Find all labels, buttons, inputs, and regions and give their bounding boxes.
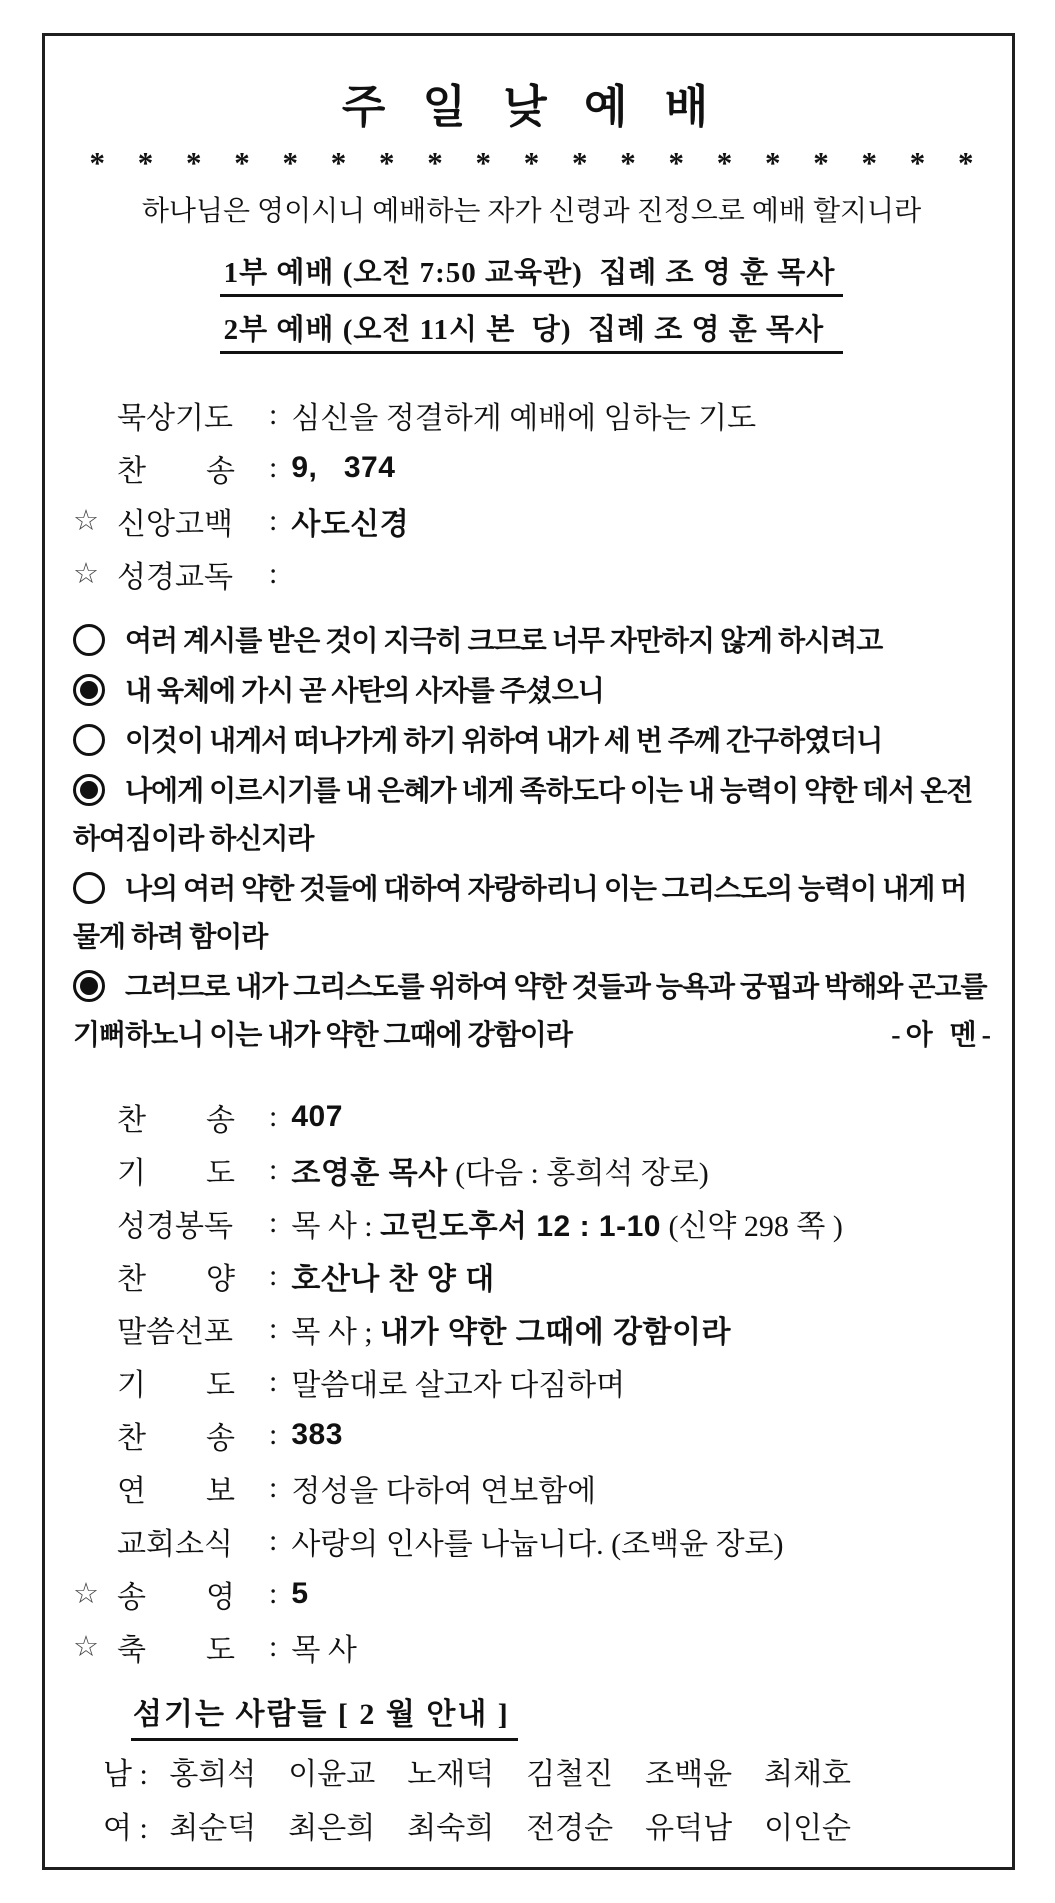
- row-value: [291, 1360, 625, 1404]
- row-colon: :: [269, 1576, 278, 1610]
- row-value-bold: 사도신경: [291, 507, 410, 541]
- server-name: 전경순: [526, 1812, 614, 1845]
- row-value: [291, 393, 756, 437]
- order-row: [73, 1143, 990, 1196]
- server-name: 노재덕: [407, 1758, 495, 1791]
- row-value-text: (신약 298 쪽 ): [660, 1209, 843, 1243]
- page-title: 주 일 낮 예 배: [341, 82, 722, 132]
- order-row: [73, 1620, 990, 1673]
- order-row: [73, 547, 990, 600]
- row-value: [291, 1148, 708, 1192]
- row-colon: :: [269, 1258, 278, 1292]
- reading-text: 내 육체에 가시 곧 사탄의 사자를 주셨으니: [125, 676, 604, 707]
- reading-text: 이것이 내게서 떠나가게 하기 위하여 내가 세 번 주께 간구하였더니: [125, 726, 883, 757]
- row-label: 찬 송: [117, 1421, 235, 1455]
- row-value: [291, 451, 395, 485]
- reading-line: [73, 668, 990, 716]
- reading-text: 나의 여러 약한 것들에 대하여 자랑하리니 이는 그리스도의 능력이 내게 머물게 하려 함이라: [73, 874, 967, 953]
- row-value: [291, 1418, 343, 1452]
- order-of-service-part2: [73, 1090, 990, 1673]
- row-value-bold: 조영훈 목사: [291, 1156, 448, 1190]
- row-label: 신앙고백: [117, 507, 233, 541]
- service-times: [220, 247, 844, 354]
- server-name: 최순덕: [169, 1812, 257, 1845]
- row-value-text: 목 사 ;: [291, 1315, 381, 1349]
- row-value-text: 사랑의 인사를 나눕니다. (조백윤 장로): [291, 1527, 784, 1561]
- server-row-label: 남 :: [103, 1758, 148, 1791]
- order-row: [73, 1567, 990, 1620]
- row-label: 찬 양: [117, 1262, 235, 1296]
- order-row: [73, 1408, 990, 1461]
- row-colon: :: [269, 1417, 278, 1451]
- row-label: 연 보: [117, 1474, 235, 1508]
- row-value-text: 목 사: [291, 1633, 357, 1667]
- order-row: [73, 1514, 990, 1567]
- row-colon: :: [269, 1470, 278, 1504]
- row-label: 기 도: [117, 1156, 235, 1190]
- row-colon: :: [269, 1205, 278, 1239]
- server-name: 홍희석: [169, 1758, 257, 1791]
- row-colon: :: [269, 556, 278, 590]
- row-value: [291, 1254, 494, 1298]
- row-value-bold: 내가 약한 그때에 강함이라: [380, 1315, 731, 1349]
- row-value: [291, 1100, 343, 1134]
- row-colon: :: [269, 450, 278, 484]
- reading-text: 나에게 이르시기를 내 은혜가 네게 족하도다 이는 내 능력이 약한 데서 온전하여짐이라 하신지라: [73, 776, 973, 855]
- star-icon: ☆: [73, 558, 99, 590]
- server-row-label: 여 :: [103, 1812, 148, 1845]
- order-row: [73, 1196, 990, 1249]
- circle-filled-icon: [73, 970, 105, 1002]
- row-value-bold: 407: [291, 1099, 343, 1133]
- star-icon: ☆: [73, 1578, 99, 1610]
- row-value: [291, 1577, 308, 1611]
- row-value-bold: 9, 374: [291, 450, 396, 484]
- row-value-text: 심신을 정결하게 예배에 임하는 기도: [291, 401, 757, 435]
- responsive-reading: [73, 618, 990, 1060]
- row-label: 찬 송: [117, 1103, 235, 1137]
- server-row: [103, 1809, 990, 1849]
- row-label: 묵상기도: [117, 401, 233, 435]
- row-label: 축 도: [117, 1633, 235, 1667]
- server-name: 최은희: [288, 1812, 376, 1845]
- row-value-text: 정성을 다하여 연보함에: [291, 1474, 597, 1508]
- server-name: 이윤교: [288, 1758, 376, 1791]
- row-label: 찬 송: [117, 454, 235, 488]
- order-row: [73, 1461, 990, 1514]
- server-name: 최숙희: [407, 1812, 495, 1845]
- order-row: [73, 1249, 990, 1302]
- amen-text: - 아 멘 -: [891, 1020, 990, 1051]
- row-value: [291, 1201, 843, 1245]
- server-name: 김철진: [526, 1758, 614, 1791]
- servers-list: [73, 1755, 990, 1849]
- row-colon: :: [269, 1364, 278, 1398]
- reading-line: [73, 618, 990, 666]
- server-name: 유덕남: [645, 1812, 733, 1845]
- row-value-bold: 383: [291, 1417, 343, 1451]
- order-row: [73, 1355, 990, 1408]
- row-colon: :: [269, 1523, 278, 1557]
- servers-section: [73, 1689, 990, 1849]
- order-row: [73, 388, 990, 441]
- row-colon: :: [269, 1099, 278, 1133]
- circle-open-icon: [73, 624, 105, 656]
- order-of-service-part1: [73, 388, 990, 600]
- star-icon: ☆: [73, 505, 99, 537]
- row-colon: :: [269, 397, 278, 431]
- reading-line: [73, 866, 990, 962]
- row-value: [291, 1519, 783, 1563]
- scripture-motto: 하나님은 영이시니 예배하는 자가 신령과 진정으로 예배 할지니라: [141, 196, 922, 227]
- reading-line: [73, 718, 990, 766]
- row-value: [291, 499, 409, 543]
- reading-text: 여러 계시를 받은 것이 지극히 크므로 너무 자만하지 않게 하시려고: [125, 626, 883, 657]
- order-row: [73, 441, 990, 494]
- row-value-bold: 고린도후서 12 : 1-10: [380, 1209, 661, 1243]
- order-row: [73, 494, 990, 547]
- server-name: 조백윤: [645, 1758, 733, 1791]
- row-colon: :: [269, 1152, 278, 1186]
- row-value-text: (다음 : 홍희석 장로): [447, 1156, 709, 1190]
- row-label: 교회소식: [117, 1527, 233, 1561]
- reading-text: 그러므로 내가 그리스도를 위하여 약한 것들과 능욕과 궁핍과 박해와 곤고를 기뻐하노니 이는 내가 약한 그때에 강함이라: [73, 972, 987, 1051]
- row-value-bold: 5: [291, 1576, 309, 1610]
- circle-filled-icon: [73, 674, 105, 706]
- server-row: [103, 1755, 990, 1795]
- star-icon: ☆: [73, 1631, 99, 1663]
- service-line: 1부 예배 (오전 7:50 교육관) 집례 조 영 훈 목사: [220, 247, 844, 297]
- asterisk-divider: * * * * * * * * * * * * * * * * * * *: [89, 145, 974, 180]
- circle-open-icon: [73, 872, 105, 904]
- row-colon: :: [269, 1311, 278, 1345]
- row-label: 기 도: [117, 1368, 235, 1402]
- circle-open-icon: [73, 724, 105, 756]
- row-value-bold: 호산나 찬 양 대: [291, 1262, 495, 1296]
- bulletin-page: [42, 33, 1015, 1870]
- row-value-text: 목 사 :: [291, 1209, 381, 1243]
- row-value: [291, 1625, 356, 1669]
- row-value-text: 말씀대로 살고자 다짐하며: [291, 1368, 626, 1402]
- row-label: 성경봉독: [117, 1209, 233, 1243]
- row-value: [291, 1466, 596, 1510]
- order-row: [73, 1302, 990, 1355]
- reading-line: [73, 768, 990, 864]
- row-colon: :: [269, 1629, 278, 1663]
- row-label: 성경교독: [117, 560, 233, 594]
- row-label: 말씀선포: [117, 1315, 233, 1349]
- server-name: 이인순: [764, 1812, 852, 1845]
- servers-heading: 섬기는 사람들 [ 2 월 안내 ]: [131, 1689, 518, 1741]
- row-colon: :: [269, 503, 278, 537]
- order-row: [73, 1090, 990, 1143]
- row-label: 송 영: [117, 1580, 235, 1614]
- circle-filled-icon: [73, 774, 105, 806]
- service-line: 2부 예배 (오전 11시 본 당) 집례 조 영 훈 목사: [220, 304, 844, 354]
- server-name: 최채호: [764, 1758, 852, 1791]
- row-value: [291, 1307, 731, 1351]
- reading-line: [73, 964, 990, 1060]
